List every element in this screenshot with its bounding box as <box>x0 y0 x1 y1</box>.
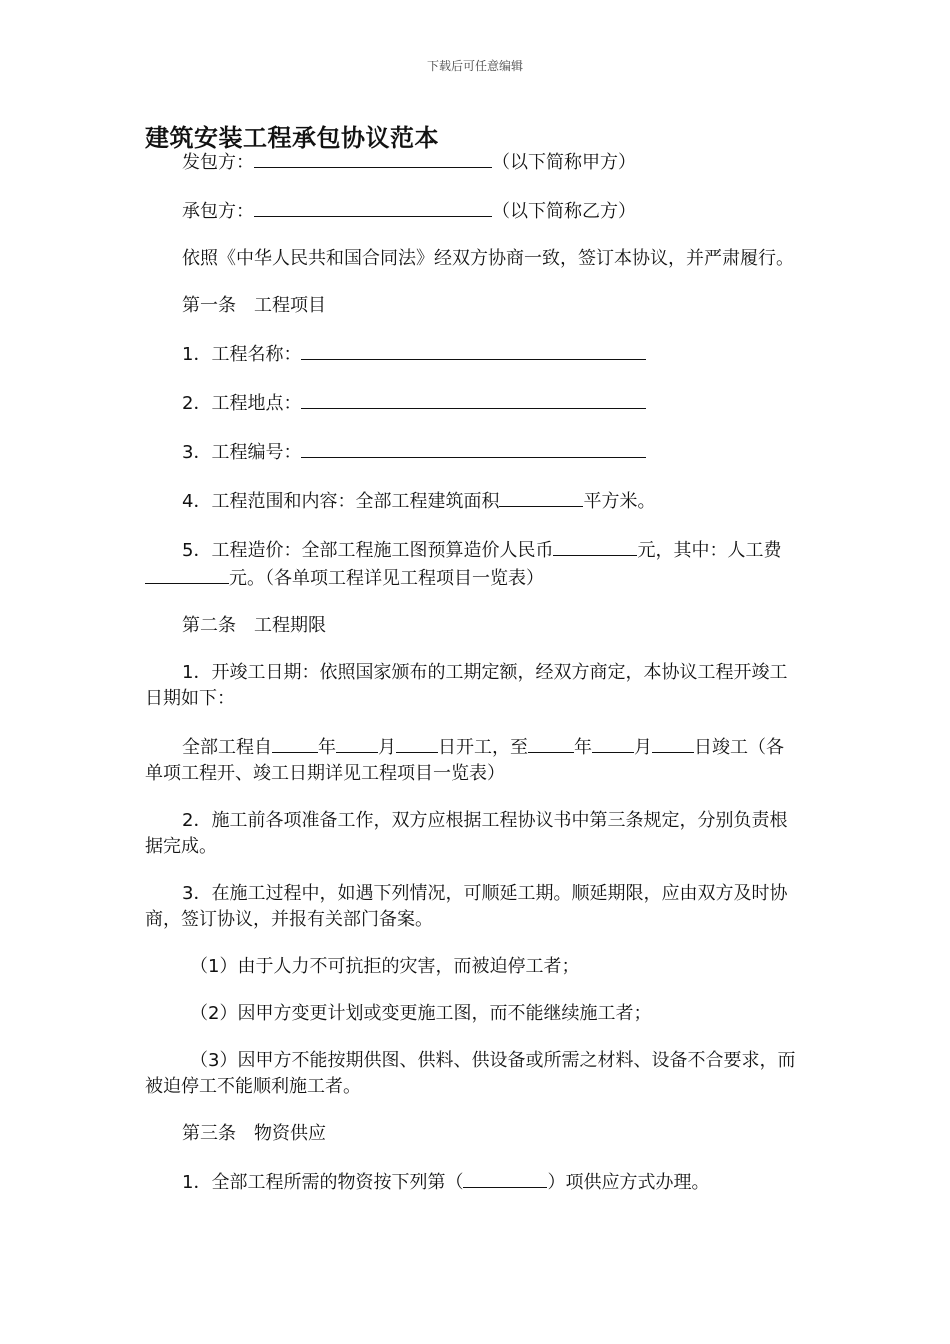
party-a-suffix: （以下简称甲方） <box>492 152 636 173</box>
schedule-start-label: 全部工程自 <box>182 737 272 758</box>
project-number-blank[interactable] <box>301 438 646 458</box>
article-2-item-3: 3．在施工过程中，如遇下列情况，可顺延工期。顺延期限，应由双方及时协商，签订协议，并报有关部门备案。 <box>145 883 788 930</box>
project-name-label: 1．工程名称： <box>182 344 302 365</box>
schedule-line <box>145 733 800 787</box>
article-1-item-2 <box>145 389 800 417</box>
project-location-blank[interactable] <box>301 389 646 409</box>
article-1-item-1 <box>145 340 800 368</box>
article-2-item-1: 1．开竣工日期：依照国家颁布的工期定额，经双方商定，本协议工程开竣工日期如下： <box>145 662 788 709</box>
start-month-blank[interactable] <box>336 733 378 753</box>
labor-cost-blank[interactable] <box>145 564 229 584</box>
start-year-blank[interactable] <box>272 733 318 753</box>
document-body <box>145 148 800 1217</box>
end-month-blank[interactable] <box>592 733 634 753</box>
article-2-sub-3: （3）因甲方不能按期供图、供料、供设备或所需之材料、设备不合要求，而被迫停工不能顺利施工者。 <box>145 1050 796 1097</box>
project-number-label: 3．工程编号： <box>182 442 302 463</box>
article-1-item-4 <box>145 487 800 515</box>
supply-label: 1．全部工程所需的物资按下列第（ <box>182 1172 464 1193</box>
labor-cost-label: 元，其中：人工费 <box>637 540 782 561</box>
article-3-title: 第三条 物资供应 <box>182 1123 326 1144</box>
end-day-label: 日竣工（各单项工程开、竣工日期详见工程项目一览表） <box>145 737 784 784</box>
year-label: 年 <box>318 737 336 758</box>
article-2-sub-2: （2）因甲方变更计划或变更施工图，而不能继续施工者； <box>190 1003 652 1024</box>
end-year-blank[interactable] <box>528 733 574 753</box>
article-3-item-1 <box>145 1168 800 1196</box>
start-day-label: 日开工，至 <box>438 737 528 758</box>
scope-label: 4．工程范围和内容：全部工程建筑面积 <box>182 491 500 512</box>
project-location-label: 2．工程地点： <box>182 393 302 414</box>
party-a-label: 发包方： <box>182 152 254 173</box>
article-2-title: 第二条 工程期限 <box>182 615 326 636</box>
supply-suffix: ）项供应方式办理。 <box>547 1172 710 1193</box>
party-a-blank[interactable] <box>254 148 492 168</box>
area-unit: 平方米。 <box>583 491 656 512</box>
document-title: 建筑安装工程承包协议范本 <box>145 124 439 152</box>
area-blank[interactable] <box>499 487 583 507</box>
page-header: 下载后可任意编辑 <box>426 59 523 73</box>
party-a-line <box>145 148 800 176</box>
party-b-blank[interactable] <box>254 197 492 217</box>
cost-label: 5．工程造价：全部工程施工图预算造价人民币 <box>182 540 554 561</box>
party-b-suffix: （以下简称乙方） <box>492 201 636 222</box>
party-b-label: 承包方： <box>182 201 254 222</box>
cost-note: 元。（各单项工程详见工程项目一览表） <box>229 568 544 589</box>
year-label: 年 <box>574 737 592 758</box>
supply-option-blank[interactable] <box>463 1168 547 1188</box>
article-1-item-5 <box>145 536 800 592</box>
start-day-blank[interactable] <box>396 733 438 753</box>
month-label: 月 <box>634 737 652 758</box>
total-cost-blank[interactable] <box>553 536 637 556</box>
article-2-sub-1: （1）由于人力不可抗拒的灾害，而被迫停工者； <box>190 956 580 977</box>
month-label: 月 <box>378 737 396 758</box>
article-2-item-2: 2．施工前各项准备工作，双方应根据工程协议书中第三条规定，分别负责根据完成。 <box>145 810 788 857</box>
article-1-title: 第一条 工程项目 <box>182 295 326 316</box>
intro-paragraph: 依照《中华人民共和国合同法》经双方协商一致，签订本协议，并严肃履行。 <box>182 248 794 269</box>
party-b-line <box>145 197 800 225</box>
project-name-blank[interactable] <box>301 340 646 360</box>
article-1-item-3 <box>145 438 800 466</box>
end-day-blank[interactable] <box>652 733 694 753</box>
